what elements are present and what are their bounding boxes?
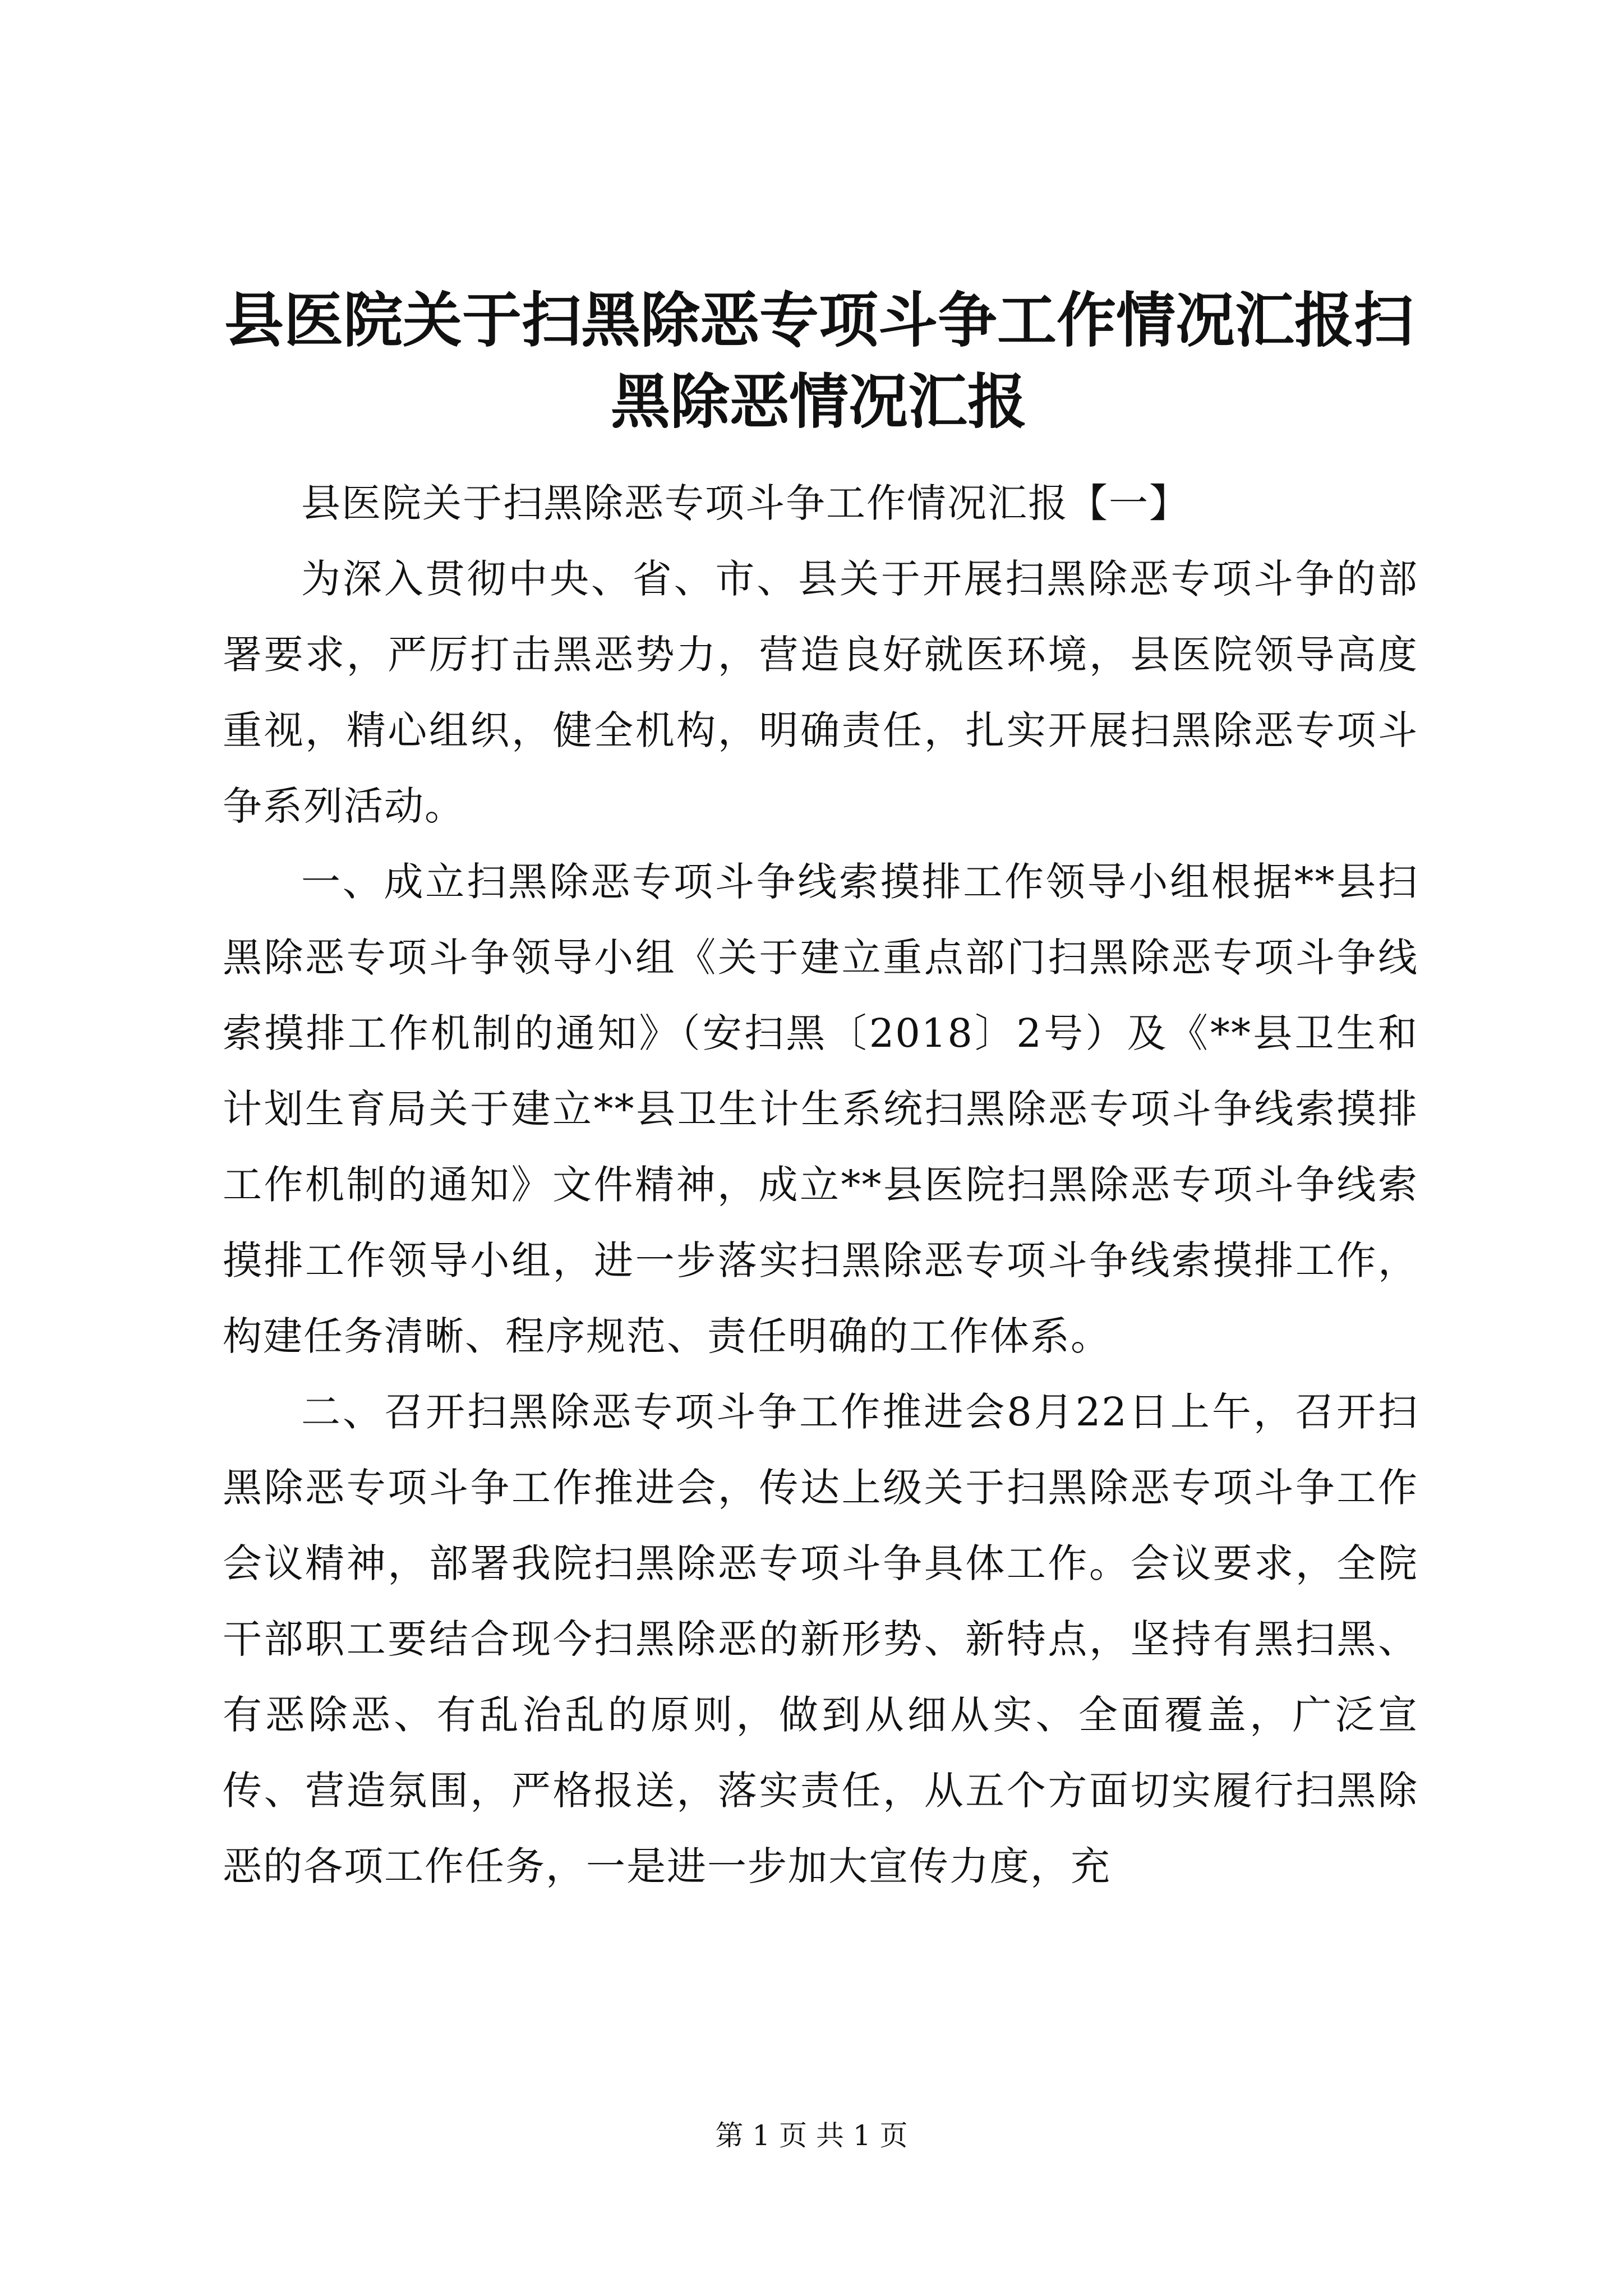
- paragraph-intro: 为深入贯彻中央、省、市、县关于开展扫黑除恶专项斗争的部署要求，严厉打击黑恶势力，营造良好就医环境，县医院领导高度重视，精心组织，健全机构，明确责任，扎实开展扫黑除恶专项斗争系列活动。: [223, 556, 1418, 829]
- paragraph-section-one: 一、成立扫黑除恶专项斗争线索摸排工作领导小组根据**县扫黑除恶专项斗争领导小组《关于建立重点部门扫黑除恶专项斗争线索摸排工作机制的通知》（安扫黑〔2018〕2号）及《**县卫生和计划生育局关于建立**县卫生计生系统扫黑除恶专项斗争线索摸排工作机制的通知》文件精神，成立**县医院扫黑除恶专项斗争线索摸排工作领导小组，进一步落实扫黑除恶专项斗争线索摸排工作，构建任务清晰、程序规范、责任明确的工作体系。: [223, 859, 1418, 1359]
- paragraph-section-two: 二、召开扫黑除恶专项斗争工作推进会8月22日上午，召开扫黑除恶专项斗争工作推进会，传达上级关于扫黑除恶专项斗争工作会议精神，部署我院扫黑除恶专项斗争具体工作。会议要求，全院干部职工要结合现今扫黑除恶的新形势、新特点，坚持有黑扫黑、有恶除恶、有乱治乱的原则，做到从细从实、全面覆盖，广泛宣传、营造氛围，严格报送，落实责任，从五个方面切实履行扫黑除恶的各项工作任务，一是进一步加大宣传力度，充: [223, 1389, 1418, 1889]
- title-line-1: 县医院关于扫黑除恶专项斗争工作情况汇报扫: [224, 285, 1413, 355]
- document-title: [213, 279, 1424, 442]
- document-body: [223, 466, 1418, 1904]
- title-line-2: 黑除恶情况汇报: [611, 366, 1027, 436]
- document-subtitle: 县医院关于扫黑除恶专项斗争工作情况汇报【一】: [301, 480, 1189, 526]
- page-footer: 第 1 页 共 1 页: [715, 2119, 908, 2152]
